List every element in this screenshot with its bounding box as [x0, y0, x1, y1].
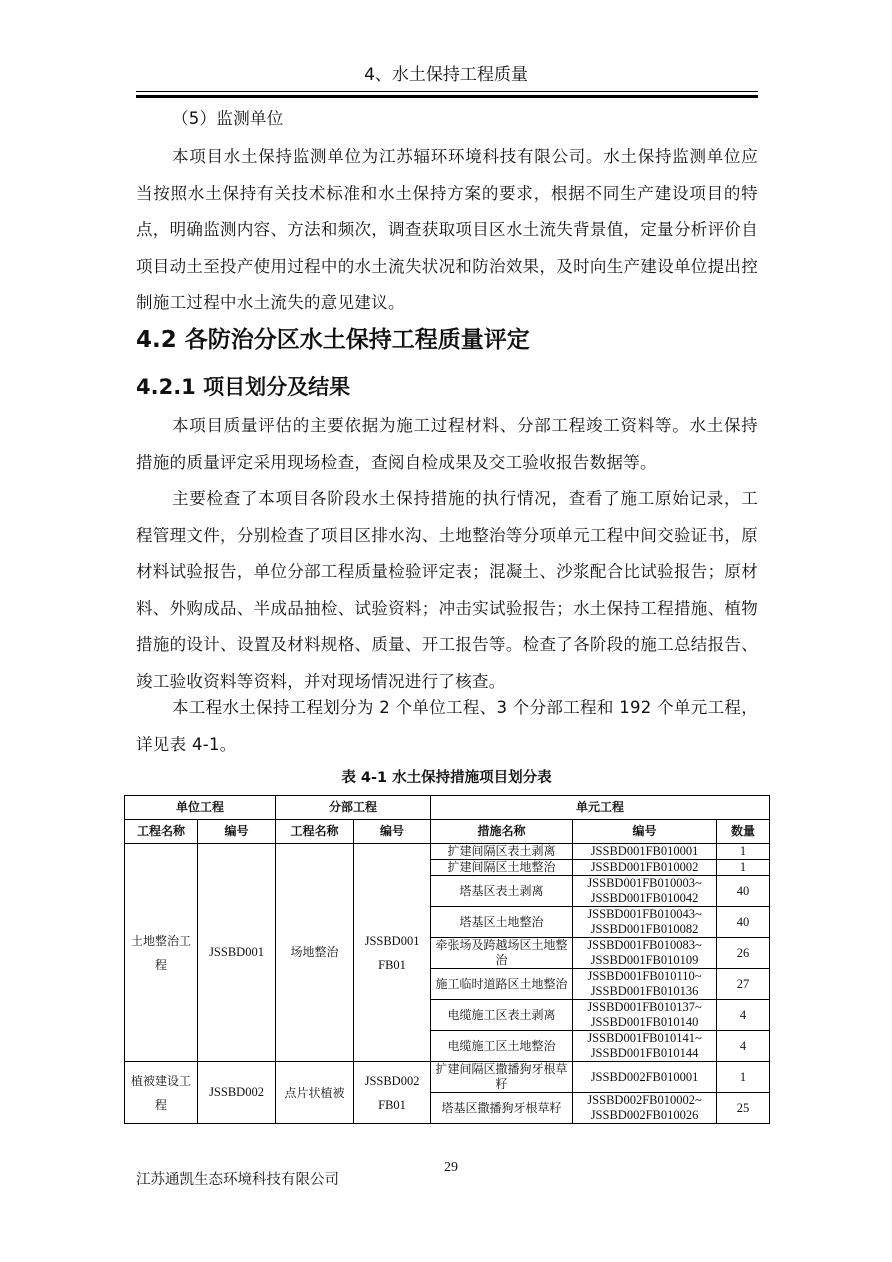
group-header-element: 单元工程	[431, 796, 770, 820]
qty-cell: 27	[717, 969, 770, 1000]
code-cell: JSSBD001FB010001	[573, 844, 717, 860]
measure-cell: 塔基区表土剥离	[431, 876, 573, 907]
measure-cell: 电缆施工区表土剥离	[431, 1000, 573, 1031]
measure-cell: 塔基区土地整治	[431, 907, 573, 938]
measure-cell: 电缆施工区土地整治	[431, 1031, 573, 1062]
paragraph-3: 本工程水土保持工程划分为 2 个单位工程、3 个分部工程和 192 个单元工程，详见表 4-1。	[136, 698, 758, 754]
section-5-paragraph: 本项目水土保持监测单位为江苏辐环环境科技有限公司。水土保持监测单位应当按照水土保持有关技术标准和水土保持方案的要求，根据不同生产建设项目的特点，明确监测内容、方法和频次，调查获取项目区水土流失背景值，定量分析评价自项目动土至投产使用过程中的水土流失状况和防治效果，及时向生产建设单位提出控制施工过程中水土流失的意见建议。	[136, 147, 758, 312]
table-caption: 表 4-1 水土保持措施项目划分表	[341, 770, 552, 786]
code-cell: JSSBD002FB010002~ JSSBD002FB010026	[573, 1093, 717, 1124]
measure-cell: 扩建间隔区土地整治	[431, 860, 573, 876]
qty-cell: 40	[717, 876, 770, 907]
page-number: 29	[444, 1160, 458, 1175]
page-header: 4、水土保持工程质量	[364, 65, 528, 85]
col-header: 编号	[573, 820, 717, 844]
qty-cell: 1	[717, 1062, 770, 1093]
measure-cell: 施工临时道路区土地整治	[431, 969, 573, 1000]
code-cell: JSSBD001FB010137~ JSSBD001FB010140	[573, 1000, 717, 1031]
col-header: 工程名称	[276, 820, 354, 844]
section-5-heading: （5）监测单位	[172, 109, 284, 128]
group-header-sub: 分部工程	[276, 796, 431, 820]
unit-name-cell: 植被建设工程	[125, 1062, 198, 1124]
sub-name-cell: 场地整治	[276, 844, 354, 1062]
section-4-2-heading: 4.2 各防治分区水土保持工程质量评定	[136, 327, 530, 353]
qty-cell: 1	[717, 844, 770, 860]
code-cell: JSSBD002FB010001	[573, 1062, 717, 1093]
code-cell: JSSBD001FB010043~ JSSBD001FB010082	[573, 907, 717, 938]
section-4-2-1-heading: 4.2.1 项目划分及结果	[136, 375, 351, 399]
qty-cell: 40	[717, 907, 770, 938]
code-cell: JSSBD001FB010003~ JSSBD001FB010042	[573, 876, 717, 907]
measure-cell: 扩建间隔区撒播狗牙根草籽	[431, 1062, 573, 1093]
sub-name-cell: 点片状植被	[276, 1062, 354, 1124]
measure-cell: 塔基区撒播狗牙根草籽	[431, 1093, 573, 1124]
unit-code-cell: JSSBD002	[198, 1062, 276, 1124]
unit-code-cell: JSSBD001	[198, 844, 276, 1062]
division-table	[124, 795, 770, 1124]
col-header: 编号	[198, 820, 276, 844]
sub-code-cell: JSSBD002 FB01	[354, 1062, 431, 1124]
measure-cell: 牵张场及跨越场区土地整治	[431, 938, 573, 969]
qty-cell: 1	[717, 860, 770, 876]
col-header: 数量	[717, 820, 770, 844]
qty-cell: 4	[717, 1031, 770, 1062]
unit-name-cell: 土地整治工程	[125, 844, 198, 1062]
sub-code-cell: JSSBD001 FB01	[354, 844, 431, 1062]
header-rule-thick	[136, 95, 758, 98]
qty-cell: 26	[717, 938, 770, 969]
paragraph-2: 主要检查了本项目各阶段水土保持措施的执行情况，查看了施工原始记录，工程管理文件，分别检查了项目区排水沟、土地整治等分项单元工程中间交验证书，原材料试验报告，单位分部工程质量检验评定表；混凝土、沙浆配合比试验报告；原材料、外购成品、半成品抽检、试验资料；冲击实试验报告；水土保持工程措施、植物措施的设计、设置及材料规格、质量、开工报告等。检查了各阶段的施工总结报告、竣工验收资料等资料，并对现场情况进行了核查。	[136, 489, 758, 691]
code-cell: JSSBD001FB010141~ JSSBD001FB010144	[573, 1031, 717, 1062]
code-cell: JSSBD001FB010083~ JSSBD001FB010109	[573, 938, 717, 969]
paragraph-1: 本项目质量评估的主要依据为施工过程材料、分部工程竣工资料等。水土保持措施的质量评定采用现场检查，查阅自检成果及交工验收报告数据等。	[136, 416, 758, 472]
qty-cell: 25	[717, 1093, 770, 1124]
col-header: 编号	[354, 820, 431, 844]
group-header-unit: 单位工程	[125, 796, 276, 820]
footer-company: 江苏通凯生态环境科技有限公司	[136, 1172, 339, 1188]
code-cell: JSSBD001FB010110~ JSSBD001FB010136	[573, 969, 717, 1000]
header-rule-thin	[136, 91, 758, 92]
code-cell: JSSBD001FB010002	[573, 860, 717, 876]
measure-cell: 扩建间隔区表土剥离	[431, 844, 573, 860]
col-header: 措施名称	[431, 820, 573, 844]
qty-cell: 4	[717, 1000, 770, 1031]
col-header: 工程名称	[125, 820, 198, 844]
